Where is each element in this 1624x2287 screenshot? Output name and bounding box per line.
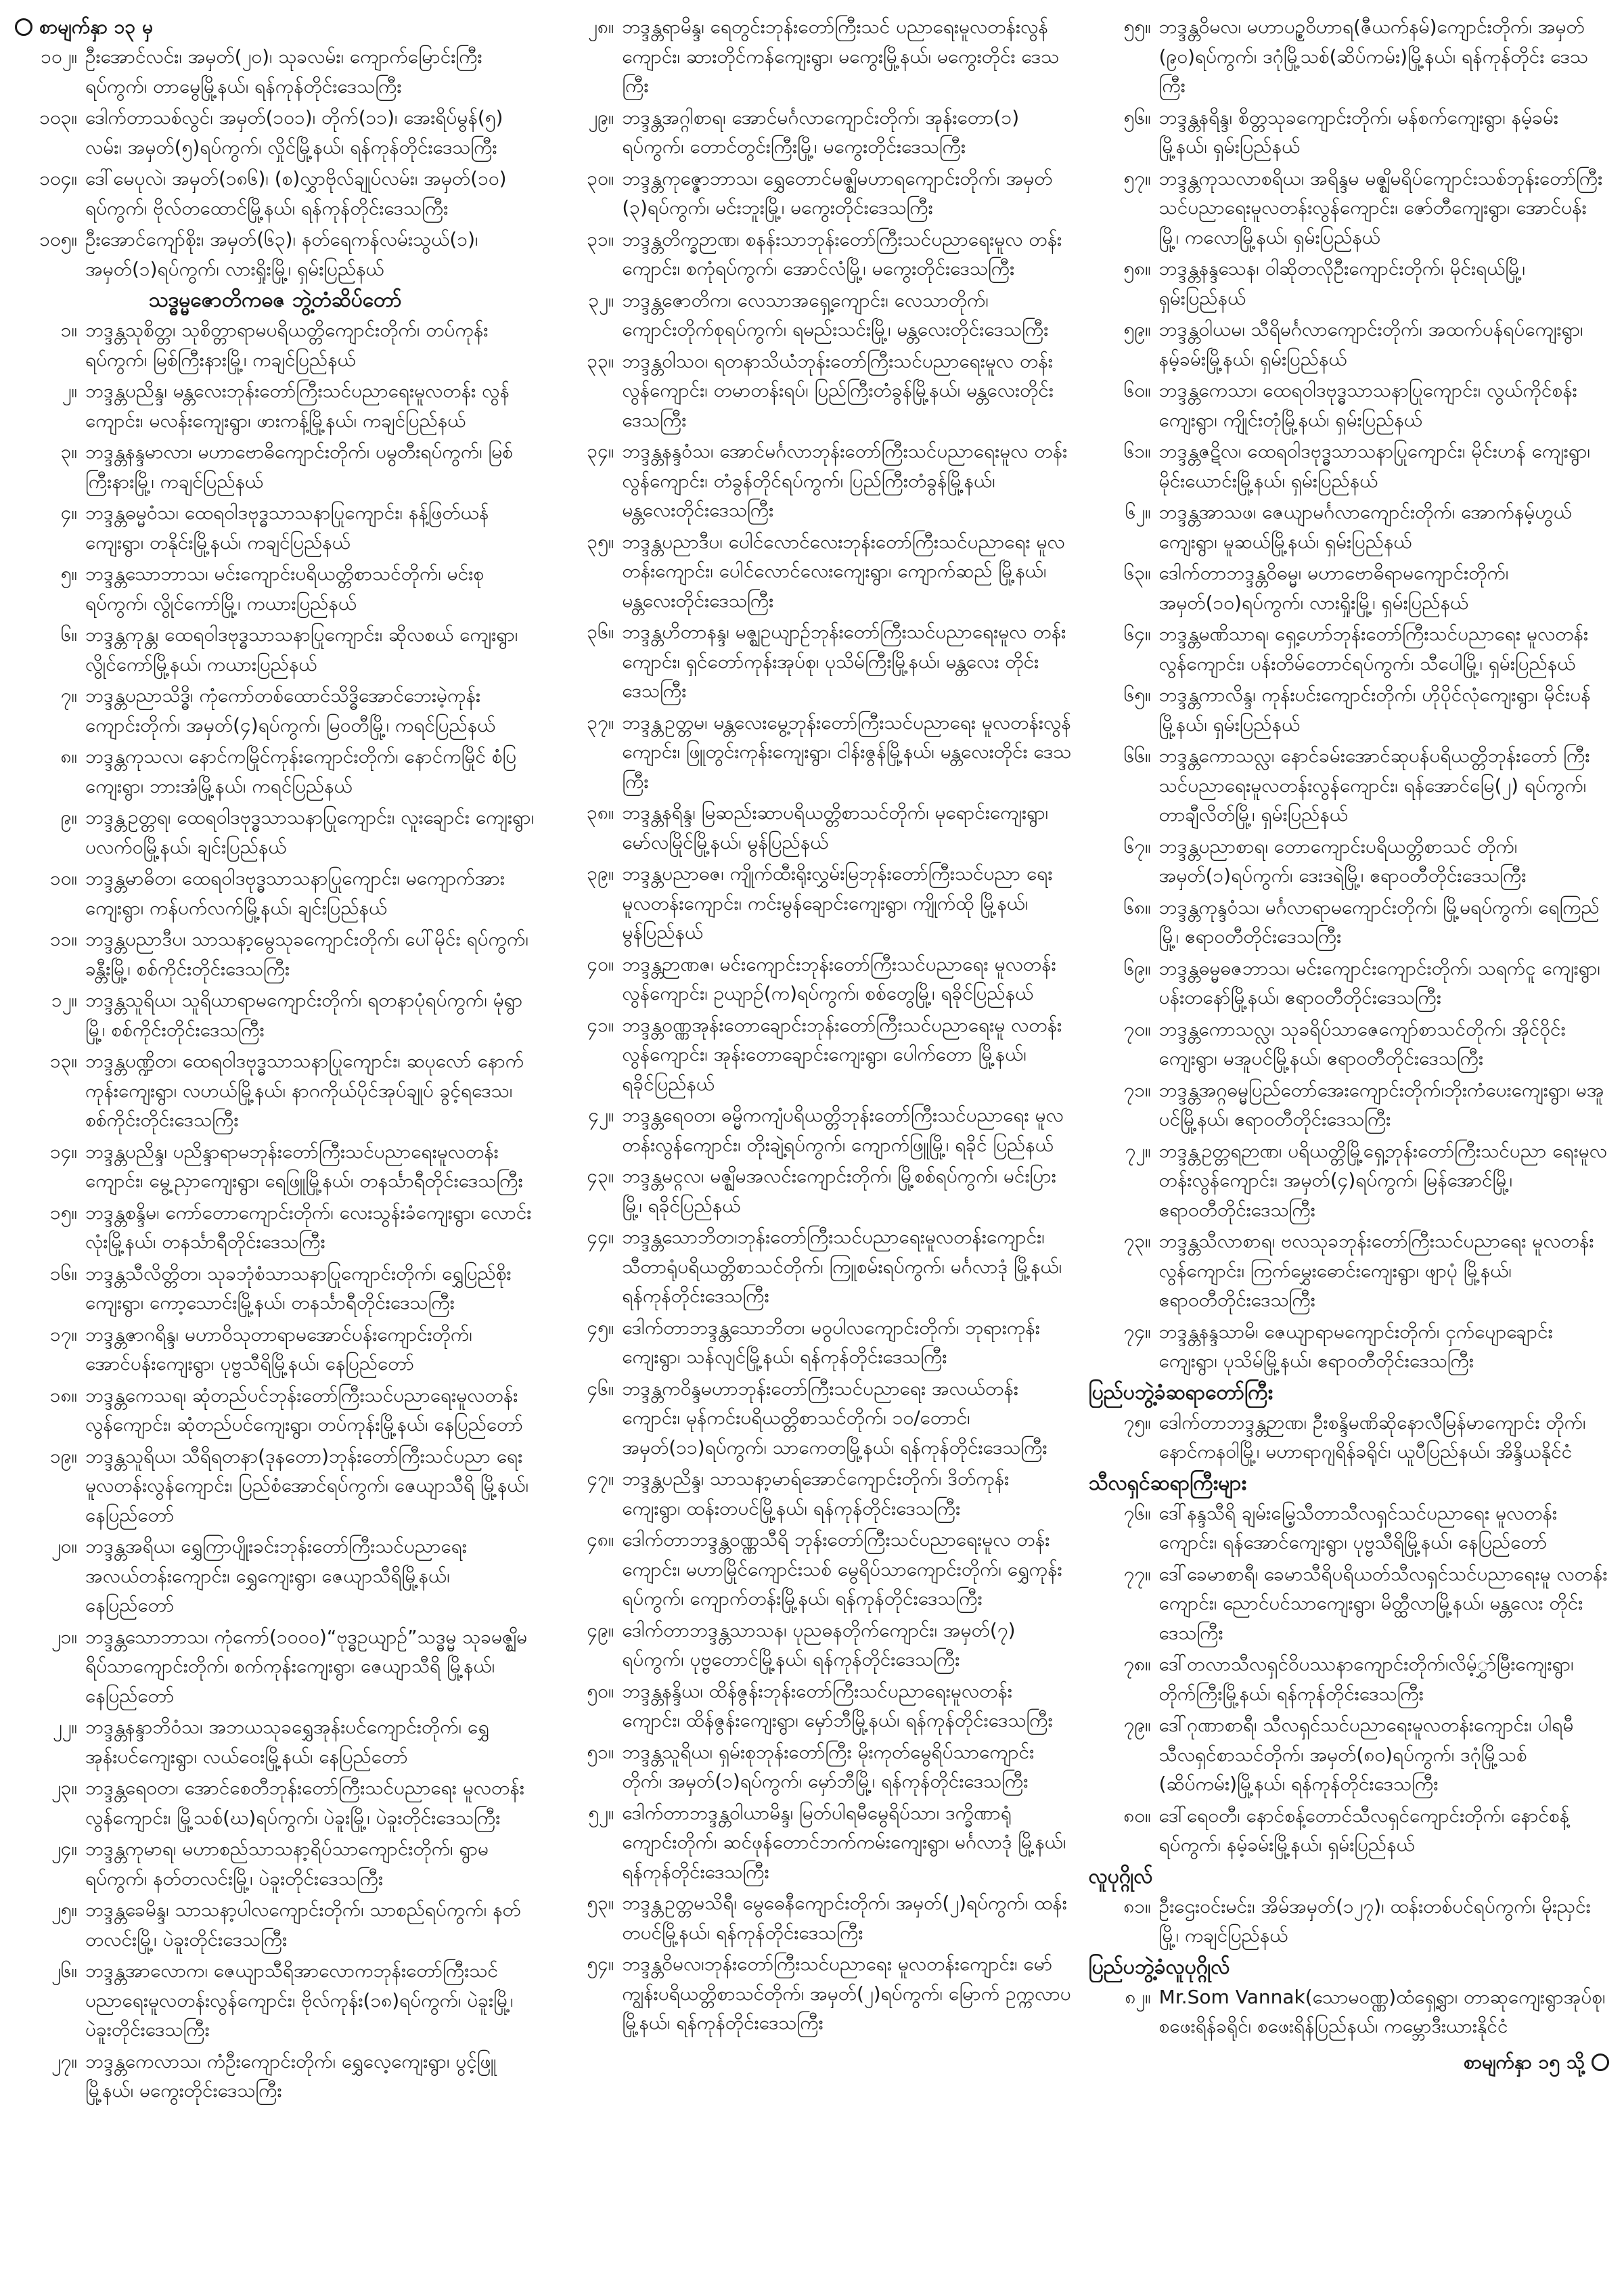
list-item (1089, 1498, 1609, 1559)
entry-text: ဘဒ္ဒန္တပညိန္ဒ၊ သာသနာ့မာရ်အောင်ကျောင်းတိုက်၊ ဒိတ်ကုန်း ကျေးရွာ၊ ထန်းတပင်မြို့နယ်၊ ရန်ကုန်တိုင်းဒေသကြီး (622, 1467, 1010, 1519)
entry-text: ဘဒ္ဒန္တပညာဒီပ၊ သာသနာ့မွေသုခကျောင်းတိုက်၊ ပေါ်မိုင်း ရပ်ကွက်၊ ခန္တီးမြို့၊ စစ်ကိုင်းတိုင်းဒေသကြီး (85, 928, 528, 980)
entry-number: ၆၆။ (1123, 745, 1151, 767)
list-item (1089, 954, 1609, 1015)
entry-text: ဘဒ္ဒန္တကာလိန္ဒ၊ ကုန်းပင်းကျောင်းတိုက်၊ ဟိုပိုင်လုံကျေးရွာ၊ မိုင်းပန်မြို့နယ်၊ ရှမ်းပြည်နယ် (1158, 684, 1591, 736)
list-item (15, 1320, 535, 1381)
entry-number: ၇၈။ (1123, 1653, 1151, 1675)
list-item (1089, 1136, 1609, 1227)
entry-number: ၃၃။ (587, 349, 614, 372)
entry-number: ၆၈။ (1123, 895, 1151, 918)
list-item (15, 437, 535, 498)
entry-text: ဒေါက်တာဘဒ္ဒန္တဝိဓမ္မ၊ မဟာဗောဓိရာမကျောင်းတိုက်၊ အမှတ်(၁၀)ရပ်ကွက်၊ လားရှိုးမြို့၊ ရှမ်းပြည်နယ် (1158, 562, 1509, 614)
list-item (551, 859, 1072, 950)
list-item (15, 376, 535, 437)
entry-text: ဘဒ္ဒန္တနန္ဒာဘိဝံသ၊ အဘယသုခရွှေအုန်းပင်ကျောင်းတိုက်၊ ရွှေအုန်းပင်ကျေးရွာ၊ လယ်ဝေးမြို့နယ်၊ နေပြည်တော် (85, 1716, 489, 1768)
entry-number: ၄၈။ (587, 1528, 614, 1551)
entry-number: ၆၀။ (1123, 379, 1151, 401)
list-item (1089, 558, 1609, 619)
entry-number: ၃၇။ (587, 711, 614, 734)
entry-text: ဘဒ္ဒန္တနရိန္ဒ၊ စိတ္တသုခကျောင်းတိုက်၊ မန်စက်ကျေးရွာ၊ နမ့်ခမ်း မြို့နယ်၊ ရှမ်းပြည်နယ် (1158, 106, 1559, 158)
col2-list (551, 12, 1072, 2040)
list-item (15, 315, 535, 376)
col3-list (1089, 12, 1609, 1378)
list-item (15, 103, 535, 164)
entry-number: ၄၀။ (587, 952, 614, 975)
entry-number: ၁၃။ (50, 1050, 77, 1072)
list-item (15, 681, 535, 742)
entry-number: ၅၉။ (1123, 318, 1151, 340)
entry-text: ဦးဌေးဝင်းမင်း၊ အိမ်အမှတ်(၁၂၇)၊ ထန်းတစ်ပင်ရပ်ကွက်၊ မိုးညှင်း မြို့၊ ကချင်ပြည်နယ် (1158, 1894, 1591, 1947)
entry-number: ၁၀၃။ (39, 106, 77, 129)
entry-text: ဘဒ္ဒန္တသူရိယ၊ သီရိရတနာ(ဒုနတော)ဘုန်းတော်ကြီးသင်ပညာ ရေးမူလတန်းလွန်ကျောင်း၊ ပြည်စံအောင်ရပ်ကွက်၊ ဇေယျာသီရိ မြို့နယ်၊ နေပြည်တော် (85, 1444, 529, 1526)
entry-text: ဘဒ္ဒန္တနန္ဒဝံသ၊ အောင်မင်္ဂလာဘုန်းတော်ကြီးသင်ပညာရေးမူလ တန်းလွန်ကျောင်း၊ တံခွန်တိုင်ရပ်ကွက်၊ ပြည်ကြီးတံခွန်မြို့နယ်၊ မန္တလေးတိုင်းဒေသကြီး (622, 440, 1068, 521)
entry-text: ဘဒ္ဒန္တကောသလ္လ၊ နောင်ခမ်းအောင်ဆုပန်ပရိယတ္တိဘုန်းတော် ကြီးသင်ပညာရေးမူလတန်းလွန်ကျောင်း၊ ရန်အောင်မြေ(၂) ရပ်ကွက်၊ တာချီလိတ်မြို့၊ ရှမ်းပြည်နယ် (1158, 745, 1590, 826)
entry-text: ဘဒ္ဒန္တနန္ဒသေန၊ ဝါဆိုတလိုဦးကျောင်းတိုက်၊ မိုင်းရယ်မြို့၊ ရှမ်းပြည်နယ် (1158, 257, 1525, 309)
entry-number: ၄၄။ (587, 1226, 614, 1248)
list-item (1089, 619, 1609, 680)
entry-number: ၃၁။ (587, 227, 614, 250)
list-item (1089, 254, 1609, 315)
list-item (551, 437, 1072, 527)
entry-text: ဒေါက်တာဘဒ္ဒန္တသာသန၊ ပုညဓနတိုက်ကျောင်း၊ အမှတ်(၇) ရပ်ကွက်၊ ပုဗ္ဗတောင်မြို့နယ်၊ ရန်ကုန်တိုင်းဒေသကြီး (622, 1618, 1016, 1670)
entry-text: ဘဒ္ဒန္တဝါသဝ၊ ရတနာသိယံဘုန်းတော်ကြီးသင်ပညာရေးမူလ တန်းလွန်ကျောင်း၊ တမာတန်းရပ်၊ ပြည်ကြီးတံခွန်မြို့နယ်၊ မန္တလေးတိုင်းဒေသကြီး (622, 349, 1054, 431)
list-item (15, 1046, 535, 1137)
entry-number: ၇၁။ (1123, 1078, 1151, 1101)
entry-number: ၂၇။ (51, 2049, 77, 2072)
entry-text: ဘဒ္ဒန္တခေမိန္ဒ၊ သာသနာ့ပါလကျောင်းတိုက်၊ သာစည်ရပ်ကွက်၊ နတ်တလင်းမြို့၊ ပဲခူးတိုင်းဒေသကြီး (85, 1899, 521, 1951)
entry-number: ၁၂။ (51, 989, 77, 1011)
entry-text: ဘဒ္ဒန္တမဏိသာရ၊ ရှေ့ဟော်ဘုန်းတော်ကြီးသင်ပညာရေး မူလတန်း လွန်ကျောင်း၊ ပန်းတိမ်တောင်ရပ်ကွက်၊ သီပေါမြို့၊ ရှမ်းပြည်နယ် (1158, 623, 1589, 675)
entry-text: ဒေါက်တာသစ်လွင်၊ အမှတ်(၁၀၁)၊ တိုက်(၁၁)၊ အေးရိပ်မွန်(၅) လမ်း၊ အမှတ်(၅)ရပ်ကွက်၊ လှိုင်မြို့နယ်၊ ရန်ကုန်တိုင်းဒေသကြီး (85, 106, 503, 158)
list-item (15, 1259, 535, 1320)
entry-number: ၃၄။ (587, 440, 614, 462)
entry-text: ဘဒ္ဒန္တနန္ဒိယ၊ ထိန်ဇွန်းဘုန်းတော်ကြီးသင်ပညာရေးမူလတန်း ကျောင်း၊ ထိန်ဇွန်းကျေးရွာ၊ မှော်ဘီမြို့နယ်၊ ရန်ကုန်တိုင်းဒေသကြီး (622, 1679, 1053, 1731)
entry-number: ၃၀။ (587, 166, 614, 190)
col3-nuns-list (1089, 1498, 1609, 1862)
entry-text: ဘဒ္ဒန္တသီလိတ္တိတ၊ သုခဘုံစံသာသနာပြုကျောင်းတိုက်၊ ရွှေပြည်စိုး ကျေးရွာ၊ ကော့သောင်းမြို့နယ်၊ တနင်္သာရီတိုင်းဒေသကြီး (85, 1262, 512, 1314)
entry-text: ဘဒ္ဒန္တနရိန္ဒ၊ မြဆည်းဆာပရိယတ္တိစာသင်တိုက်၊ မုရောင်းကျေးရွာ၊ မော်လမြိုင်မြို့နယ်၊ မွန်ပြည်နယ် (622, 801, 1049, 853)
entry-number: ၆၇။ (1123, 835, 1151, 858)
entry-number: ၇။ (60, 684, 77, 707)
list-item (1089, 1801, 1609, 1862)
entry-number: ၄၃။ (587, 1165, 614, 1187)
entry-text: ဒေါ်ရေဝတီ၊ နောင်စန့်တောင်သီလရှင်ကျောင်းတိုက်၊ နောင်စန့် ရပ်ကွက်၊ နမ့်ခမ်းမြို့နယ်၊ ရှမ်းပြည်နယ် (1158, 1804, 1570, 1856)
list-item (15, 803, 535, 864)
list-item (551, 286, 1072, 347)
list-item (551, 1949, 1072, 2040)
entry-text: ဘဒ္ဒန္တမာဓိတ၊ ထေရဝါဒဗုဒ္ဓသာသနာပြုကျောင်း၊ မကျောက်အား ကျေးရွာ၊ ကန်ပက်လက်မြို့နယ်၊ ချင်းပြည်နယ် (85, 867, 505, 919)
entry-number: ၇၀။ (1123, 1017, 1151, 1040)
gazette-page (15, 12, 1609, 2273)
list-item (551, 950, 1072, 1011)
continued-from-label (15, 12, 535, 42)
column-1 (15, 12, 535, 2273)
entry-number: ၃၈။ (587, 801, 614, 824)
list-item (551, 1798, 1072, 1889)
list-item (551, 12, 1072, 103)
entry-number: ၆။ (60, 623, 77, 646)
list-item (15, 864, 535, 925)
list-item (15, 225, 535, 286)
entry-text: ဘဒ္ဒန္တဥတ္တမ၊ မန္တလေးမွေ့ဘုန်းတော်ကြီးသင်ပညာရေး မူလတန်းလွန် ကျောင်း၊ ဖြူတွင်းကုန်းကျေးရွာ၊ ငါန်းဇွန်မြို့နယ်၊ မန္တလေးတိုင်း ဒေသကြီး (622, 711, 1072, 793)
entry-text: ဘဒ္ဒန္တဝါယမ၊ သီရိမင်္ဂလာကျောင်းတိုက်၊ အထက်ပန်ရပ်ကျေးရွာ၊ နမ့်ခမ်းမြို့နယ်၊ ရှမ်းပြည်နယ် (1158, 318, 1583, 370)
entry-number: ၂၉။ (588, 106, 614, 129)
circle-icon (1592, 2053, 1609, 2071)
entry-number: ၆၁။ (1123, 440, 1151, 462)
entry-number: ၂၀။ (51, 1535, 77, 1557)
list-item (551, 1161, 1072, 1222)
entry-number: ၂၁။ (51, 1625, 77, 1648)
list-item (551, 1888, 1072, 1949)
entry-text: ဘဒ္ဒန္တဇာဂရိန္ဒ၊ မဟာဝိသုတာရာမအောင်ပန်းကျောင်းတိုက်၊ အောင်ပန်းကျေးရွာ၊ ပုဗ္ဗသီရိမြို့နယ်၊ နေပြည်တော် (85, 1323, 472, 1375)
list-item (1089, 1015, 1609, 1075)
entry-text: ဘဒ္ဒန္တကုမာရ၊ မဟာစည်သာသနာ့ရိပ်သာကျောင်းတိုက်၊ ရွာမ ရပ်ကွက်၊ နတ်တလင်းမြို့၊ ပဲခူးတိုင်းဒေသကြီး (85, 1838, 489, 1890)
entry-text: ဘဒ္ဒန္တဟိတာနန္ဒ၊ မဇ္ဈဥယျာဉ်ဘုန်းတော်ကြီးသင်ပညာရေးမူလ တန်းကျောင်း၊ ရှင်တော်ကုန်းအုပ်စု၊ ပုသိမ်ကြီးမြို့နယ်၊ မန္တလေး တိုင်းဒေသကြီး (622, 621, 1066, 702)
entry-number: ၁။ (60, 319, 77, 341)
continued-from-text: စာမျက်နှာ ၁၃ မှ (39, 16, 154, 38)
list-item (15, 1956, 535, 2047)
entry-text: ဘဒ္ဒန္တဇဋိလ၊ ထေရဝါဒဗုဒ္ဓသာသနာပြုကျောင်း၊ မိုင်းဟန် ကျေးရွာ၊ မိုင်းယောင်းမြို့နယ်၊ ရှမ်းပြည်နယ် (1158, 440, 1590, 492)
circle-icon (15, 18, 32, 36)
entry-number: ၇၇။ (1123, 1562, 1151, 1585)
entry-text: ဘဒ္ဒန္တကုန္တ၊ ထေရဝါဒဗုဒ္ဓသာသနာပြုကျောင်း၊ ဆိုလစယ် ကျေးရွာ၊ လွိုင်ကော်မြို့နယ်၊ ကယားပြည်နယ် (85, 623, 518, 675)
entry-number: ၃၆။ (587, 621, 614, 643)
entry-number: ၄၂။ (588, 1104, 614, 1126)
list-item (1089, 437, 1609, 497)
entry-number: ၄၁။ (587, 1013, 614, 1036)
entry-text: ဘဒ္ဒန္တဥတ္တရ၊ ထေရဝါဒဗုဒ္ဓသာသနာပြုကျောင်း၊ လူးချောင်း ကျေးရွာ၊ ပလက်ဝမြို့နယ်၊ ချင်းပြည်နယ် (85, 806, 535, 858)
list-item (15, 1137, 535, 1198)
entry-number: ၇၂။ (1125, 1139, 1151, 1162)
list-item (15, 1442, 535, 1532)
entry-number: ၃၅။ (587, 530, 614, 553)
entry-number: ၇၄။ (1123, 1320, 1151, 1343)
entry-number: ၃၉။ (587, 862, 614, 885)
entry-number: ၂၃။ (51, 1777, 77, 1799)
entry-number: ၄၅။ (587, 1316, 614, 1339)
list-item (551, 708, 1072, 799)
list-item (15, 1773, 535, 1834)
entry-text: ဘဒ္ဒန္တပညာသိဒ္ဓိ၊ ကုံကော်တစ်ထောင်သိဒ္ဓိအောင်ဘေးမဲ့ကုန်း ကျောင်းတိုက်၊ အမှတ်(၄)ရပ်ကွက်၊ မြဝတီမြို့၊ ကရင်ပြည်နယ် (85, 684, 496, 736)
section-heading-zawtika: သဒ္ဓမ္မဇောတိကဓဇ ဘွဲ့တံဆိပ်တော် (148, 288, 402, 312)
entry-text: ဘဒ္ဒန္တပဏ္ဍိတ၊ ထေရဝါဒဗုဒ္ဓသာသနာပြုကျောင်း၊ ဆပုလော် နောက်ကုန်းကျေးရွာ၊ လဟယ်မြို့နယ်၊ နာဂကိုယ်ပိုင်အုပ်ချုပ် ခွင့်ရဒေသ၊ စစ်ကိုင်းတိုင်းဒေသကြီး (85, 1050, 524, 1131)
entry-number: ၂၄။ (51, 1838, 77, 1860)
entry-number: ၉။ (60, 806, 77, 828)
entry-text: ဘဒ္ဒန္တပညာစာရ၊ တောကျောင်းပရိယတ္တိစာသင် တိုက်၊ အမှတ်(၁)ရပ်ကွက်၊ ဒေးဒရဲမြို့၊ ဧရာဝတီတိုင်းဒေသကြီး (1158, 835, 1527, 887)
entry-number: ၅၀။ (587, 1679, 614, 1702)
entry-text: ဘဒ္ဒန္တရေဝတ၊ အောင်စေတီဘုန်းတော်ကြီးသင်ပညာရေး မူလတန်း လွန်ကျောင်း၊ မြို့သစ်(ဃ)ရပ်ကွက်၊ ပဲခူးမြို့၊ ပဲခူးတိုင်းဒေသကြီး (85, 1777, 524, 1829)
entry-number: ၇၉။ (1123, 1714, 1151, 1736)
entry-number: ၅။ (60, 562, 77, 585)
list-item (551, 225, 1072, 286)
entry-text: ဘဒ္ဒန္တဉာဏဇ၊ မင်းကျောင်းဘုန်းတော်ကြီးသင်ပညာရေး မူလတန်းလွန်ကျောင်း၊ ဥယျာဉ်(က)ရပ်ကွက်၊ စစ်တွေမြို့၊ ရခိုင်ပြည်နယ် (622, 952, 1056, 1004)
entry-text: ဘဒ္ဒန္တကုဇ္ဇောဘာသ၊ ရွှေတောင်မဇ္ဈိမဟာရကျောင်းတိုက်၊ အမှတ် (၃)ရပ်ကွက်၊ မင်းဘူးမြို့၊ မကွေးတိုင်းဒေသကြီး (622, 166, 1053, 219)
entry-number: ၃။ (60, 441, 77, 463)
column-3 (1089, 12, 1609, 2273)
list-item (1089, 1408, 1609, 1469)
entry-text: ဘဒ္ဒန္တမင္ဂလ၊ မဇ္ဈိမအလင်းကျောင်းတိုက်၊ မြို့စစ်ရပ်ကွက်၊ မင်းပြားမြို့၊ ရခိုင်ပြည်နယ် (622, 1165, 1056, 1217)
list-item (551, 103, 1072, 164)
entry-number: ၄၆။ (587, 1377, 614, 1400)
entry-text: ဘဒ္ဒန္တဥတ္တရဉာဏ၊ ပရိယတ္တိမြို့ရှေ့ဘုန်းတော်ကြီးသင်ပညာ ရေးမူလတန်းလွန်ကျောင်း၊ အမှတ်(၄)ရပ်ကွက်၊ မြန်အောင်မြို့၊ ဧရာဝတီတိုင်းဒေသကြီး (1158, 1139, 1607, 1221)
section-heading-foreign-sayadaw: ပြည်ပဘွဲ့ခံဆရာတော်ကြီး (1088, 1380, 1273, 1404)
entry-number: ၆၉။ (1123, 956, 1151, 979)
list-item (15, 2047, 535, 2108)
entry-text: ဘဒ္ဒန္တသုစိတ္တ၊ သုစိတ္တာရာမပရိယတ္တိကျောင်းတိုက်၊ တပ်ကုန်း ရပ်ကွက်၊ မြစ်ကြီးနားမြို့၊ ကချင်ပြည်နယ် (85, 319, 489, 371)
entry-text: ဘဒ္ဒန္တပညာဒီပ၊ ပေါင်လောင်လေးဘုန်းတော်ကြီးသင်ပညာရေး မူလတန်းကျောင်း၊ ပေါင်လောင်လေးကျေးရွာ၊ ကျောက်ဆည် မြို့နယ်၊ မန္တလေးတိုင်းဒေသကြီး (622, 530, 1065, 612)
list-item (1089, 1317, 1609, 1378)
entry-number: ၂၂။ (53, 1716, 77, 1738)
entry-number: ၅၄။ (587, 1953, 614, 1975)
entry-number: ၈၀။ (1123, 1804, 1151, 1827)
list-item (551, 1101, 1072, 1161)
entry-text: ဒေါ်ဂုဏာစာရီ၊ သီလရှင်သင်ပညာရေးမူလတန်းကျောင်း၊ ပါရမီ သီလရှင်စာသင်တိုက်၊ အမှတ်(၈၀)ရပ်ကွက်၊ ဒဂုံမြို့သစ် (ဆိပ်ကမ်း)မြို့နယ်၊ ရန်ကုန်တိုင်းဒေသကြီး (1158, 1714, 1574, 1795)
list-item (15, 1895, 535, 1956)
list-item (1089, 1982, 1609, 2043)
section-heading-nuns: သီလရှင်ဆရာကြီးများ (1088, 1471, 1247, 1495)
entry-number: ၁၄။ (50, 1140, 77, 1163)
entry-text: ဘဒ္ဒန္တကေသာ၊ ထေရဝါဒဗုဒ္ဓသာသနာပြုကျောင်း၊ လွယ်ကိုင်စန်း ကျေးရွာ၊ ကျိုင်းတုံမြို့နယ်၊ ရှမ်းပြည်နယ် (1158, 379, 1577, 431)
entry-number: ၁၀။ (50, 867, 77, 889)
list-item (551, 1616, 1072, 1677)
entry-text: ဒေါ်ခေမာစာရီ၊ ခေမာသီရိပရိယတ်သီလရှင်သင်ပညာရေးမူ လတန်းကျောင်း၊ ညောင်ပင်သာကျေးရွာ၊ မိတ္ထီလာမြို့နယ်၊ မန္တလေး တိုင်းဒေသကြီး (1158, 1562, 1608, 1644)
entry-text: ဒေါ်နန္ဒသီရိ ချမ်းမြေ့သီတာသီလရှင်သင်ပညာရေး မူလတန်းကျောင်း၊ ရန်အောင်ကျေးရွာ၊ ပုဗ္ဗသီရိမြို့နယ်၊ နေပြည်တော် (1158, 1501, 1558, 1553)
entry-text: ဘဒ္ဒန္တသောဘာသ၊ ကုံကော်(၁၀၀၀)“ဗုဒ္ဓဥယျာဉ်”သဒ္ဓမ္မ သုခမဇ္ဈိမရိပ်သာကျောင်းတိုက်၊ စက်ကုန်းကျေးရွာ၊ ဇေယျာသီရိ မြို့နယ်၊ နေပြည်တော် (85, 1625, 528, 1707)
list-item (15, 1198, 535, 1259)
list-item (1089, 315, 1609, 376)
list-item (1089, 893, 1609, 954)
entry-number: ၂။ (62, 380, 77, 402)
entry-text: ဘဒ္ဒန္တစန္ဒိမ၊ ကော်တောကျောင်းတိုက်၊ လေးသွန်းခံကျေးရွာ၊ လောင်းလုံးမြို့နယ်၊ တနင်္သာရီတိုင်းဒေသကြီး (85, 1201, 532, 1253)
list-item (1089, 1710, 1609, 1801)
entry-number: ၅၅။ (1123, 16, 1151, 38)
list-item (1089, 1892, 1609, 1953)
entry-number: ၄၉။ (587, 1618, 614, 1641)
entry-number: ၅၈။ (1123, 257, 1151, 280)
entry-text: ဘဒ္ဒန္တရေဝတ၊ ဓမ္မိကကျံပရိယတ္တိဘုန်းတော်ကြီးသင်ပညာရေး မူလတန်းလွန်ကျောင်း၊ တိုးချဲ့ရပ်ကွက်၊ ကျောက်ဖြူမြို့၊ ရခိုင် ပြည်နယ် (622, 1104, 1064, 1156)
entry-number: ၂၈။ (588, 16, 614, 38)
list-item (1089, 497, 1609, 558)
list-item (551, 1525, 1072, 1616)
entry-number: ၁၀၂။ (41, 45, 77, 68)
list-item (1089, 164, 1609, 254)
entry-text: Mr.Som Vannak(သောမဝဏ္ဏ)ထံရှေ့ရွာ၊ တာဆုကျေးရွာအုပ်စု၊ စဖေးရိန်ခရိုင်၊ စဖေးရိန်ပြည်နယ်၊ ကမ္ဘောဒီးယားနိုင်ငံ (1158, 1985, 1606, 2037)
entry-number: ၆၃။ (1123, 562, 1151, 584)
entry-text: ဒေါက်တာဘဒ္ဒန္တဝါယာမိန္ဒ၊ မြတ်ပါရမီမွေရိပ်သာ၊ ဒက္ခိဏာရုံ ကျောင်းတိုက်၊ ဆင်ဖုန်တောင်ဘက်ကမ်းကျေးရွာ၊ မင်္ဂလာဒုံ မြို့နယ်၊ ရန်ကုန်တိုင်းဒေသကြီး (622, 1801, 1066, 1883)
entry-text: ဘဒ္ဒန္တကေလာသ၊ ကံဦးကျောင်းတိုက်၊ ရွှေလေ့ကျေးရွာ၊ ပွင့်ဖြူ မြို့နယ်၊ မကွေးတိုင်းဒေသကြီး (85, 2049, 497, 2102)
entry-text: ဘဒ္ဒန္တကုသလ၊ နောင်ကမြိုင်ကုန်းကျောင်းတိုက်၊ နောင်ကမြိုင် စံပြကျေးရွာ၊ ဘားအံမြို့နယ်၊ ကရင်ပြည်နယ် (85, 745, 517, 797)
col1-top-list (15, 42, 535, 286)
entry-number: ၁၇။ (50, 1323, 77, 1346)
entry-text: ဘဒ္ဒန္တအဂ္ဂဓမ္မပြည်တော်အေးကျောင်းတိုက်၊ဘိုးကံပေးကျေးရွာ၊ မအူပင်မြို့နယ်၊ ဧရာဝတီတိုင်းဒေသကြီး (1158, 1078, 1604, 1130)
entry-text: ဘဒ္ဒန္တသူရိယ၊ သူရိယာရာမကျောင်းတိုက်၊ ရတနာပုံရပ်ကွက်၊ မုံရွာမြို့၊ စစ်ကိုင်းတိုင်းဒေသကြီး (85, 989, 523, 1041)
entry-text: ဘဒ္ဒန္တပညိန္ဒ၊ မန္တလေးဘုန်းတော်ကြီးသင်ပညာရေးမူလတန်း လွန်ကျောင်း၊ မလန်းကျေးရွာ၊ ဖားကန့်မြို့နယ်၊ ကချင်ပြည်နယ် (85, 380, 510, 432)
entry-number: ၇၃။ (1123, 1230, 1151, 1252)
list-item (1089, 103, 1609, 164)
entry-number: ၄၇။ (587, 1467, 614, 1490)
entry-number: ၃၂။ (588, 288, 614, 311)
list-item (1089, 1226, 1609, 1317)
list-item (15, 1834, 535, 1895)
list-item (551, 1464, 1072, 1525)
list-item (1089, 1075, 1609, 1136)
list-item (15, 620, 535, 681)
entry-number: ၁၀၄။ (39, 167, 77, 190)
entry-text: ဘဒ္ဒန္တသောဘိတ၊ဘုန်းတော်ကြီးသင်ပညာရေးမူလတန်းကျောင်း၊ သီတာရုံပရိယတ္တိစာသင်တိုက်၊ ကြူစမ်းရပ်ကွက်၊ မင်္ဂလာဒုံ မြို့နယ်၊ ရန်ကုန်တိုင်းဒေသကြီး (622, 1226, 1062, 1307)
entry-text: ဘဒ္ဒန္တကုန္ဒဝံသ၊ မင်္ဂလာရာမကျောင်းတိုက်၊ မြို့မရပ်ကွက်၊ ရေကြည် မြို့၊ ဧရာဝတီတိုင်းဒေသကြီး (1158, 895, 1600, 948)
entry-text: ဒေါ်ဝာလာသီလရှင်ဝိပဿနာကျောင်းတိုက်၊လိမ့်ွှာ်မြီးကျေးရွာ၊ တိုက်ကြီးမြို့နယ်၊ ရန်ကုန်တိုင်းဒေသကြီး (1158, 1653, 1574, 1705)
entry-number: ၅၃။ (587, 1892, 614, 1914)
list-item (15, 1712, 535, 1773)
entry-number: ၁၈။ (49, 1383, 77, 1406)
list-item (15, 1622, 535, 1713)
continued-to-label (1089, 2047, 1609, 2077)
entry-number: ၆၅။ (1123, 684, 1151, 706)
list-item (15, 1381, 535, 1442)
entry-number: ၅၂။ (588, 1801, 614, 1824)
list-item (1089, 832, 1609, 893)
entry-text: ဘဒ္ဒန္တဓမ္မဓဇဘာသ၊ မင်းကျောင်းကျောင်းတိုက်၊ သရက်ငူ ကျေးရွာ၊ ပန်းတနော်မြို့နယ်၊ ဧရာဝတီတိုင်းဒေသကြီး (1158, 956, 1600, 1008)
entry-number: ၁၁။ (50, 928, 77, 950)
list-item (1089, 1649, 1609, 1710)
entry-text: ဘဒ္ဒန္တဇောတိက၊ လေသာအရှေ့ကျောင်း၊ လေသာတိုက်၊ ကျောင်းတိုက်စုရပ်ကွက်၊ ရမည်းသင်းမြို့၊ မန္တလေးတိုင်းဒေသကြီး (622, 288, 1049, 340)
list-item (15, 1532, 535, 1622)
continued-to-text: စာမျက်နှာ ၁၅ သို့ (1463, 2050, 1585, 2073)
section-heading-laity: လူပုဂ္ဂိုလ် (1088, 1864, 1153, 1888)
entry-number: ၂၆။ (51, 1959, 77, 1982)
entry-text: ဘဒ္ဒန္တပညာဓဇ၊ ကျိုက်ထီးရိုးလွှမ်းမြဘုန်းတော်ကြီးသင်ပညာ ရေးမူလတန်းကျောင်း၊ ကင်းမွန်ချောင်းကျေးရွာ၊ ကျိုက်ထို မြို့နယ်၊ မွန်ပြည်နယ် (622, 862, 1053, 943)
entry-number: ၁၀၅။ (39, 228, 77, 250)
list-item (15, 925, 535, 985)
entry-text: ဦးအောင်ကျော်စိုး၊ အမှတ်(၆၃)၊ နတ်ရေကန်လမ်းသွယ်(၁)၊ အမှတ်(၁)ရပ်ကွက်၊ လားရှိုးမြို့၊ ရှမ်းပြည်နယ် (85, 228, 478, 280)
list-item (15, 42, 535, 103)
entry-text: ဘဒ္ဒန္တဝိမလ၊ဘုန်းတော်ကြီးသင်ပညာရေး မူလတန်းကျောင်း၊ မော်ကျွန်းပရိယတ္တိစာသင်တိုက်၊ အမှတ်(၂)ရပ်ကွက်၊ မြောက် ဥက္ကလာပမြို့နယ်၊ ရန်ကုန်တိုင်းဒေသကြီး (622, 1953, 1071, 2034)
list-item (1089, 680, 1609, 741)
entry-number: ၅၆။ (1123, 106, 1151, 129)
entry-text: ဘဒ္ဒန္တအာသဖ၊ ဇေယျာမင်္ဂလာကျောင်းတိုက်၊ အောက်နမ့်ဟွယ် ကျေးရွာ၊ မူဆယ်မြို့နယ်၊ ရှမ်းပြည်နယ် (1158, 501, 1572, 553)
entry-text: ဒေါ်မေပုလဲ၊ အမှတ်(၁၈၆)၊ (စ)လွှာဗိုလ်ချုပ်လမ်း၊ အမှတ်(၁၀) ရပ်ကွက်၊ ဗိုလ်တထောင်မြို့နယ်၊ ရန်ကုန်တိုင်းဒေသကြီး (85, 167, 507, 219)
entry-text: ဘဒ္ဒန္တအဂ္ဂါစာရ၊ အောင်မင်္ဂလာကျောင်းတိုက်၊ အုန်းတော(၁) ရပ်ကွက်၊ တောင်တွင်းကြီးမြို့၊ မကွေးတိုင်းဒေသကြီး (622, 106, 1020, 158)
col3-foreign-laity-list (1089, 1982, 1609, 2043)
entry-text: ဘဒ္ဒန္တပညိန္ဒ၊ ပညိန္ဒာရာမဘုန်းတော်ကြီးသင်ပညာရေးမူလတန်း ကျောင်း၊ မွေ့ညှာကျေးရွာ၊ ရေဖြူမြို့နယ်၊ တနင်္သာရီတိုင်းဒေသကြီး (85, 1140, 523, 1192)
entry-text: ဘဒ္ဒန္တကဝိန္ဒမဟာဘုန်းတော်ကြီးသင်ပညာရေး အလယ်တန်းကျောင်း၊ မုန်ကင်းပရိယတ္တိစာသင်တိုက်၊ ၁၀/တောင်၊ အမှတ်(၁၁)ရပ်ကွက်၊ သာကေတမြို့နယ်၊ ရန်ကုန်တိုင်းဒေသကြီး (622, 1377, 1047, 1459)
list-item (1089, 741, 1609, 832)
list-item (15, 164, 535, 225)
entry-number: ၈၁။ (1123, 1894, 1151, 1917)
column-2 (551, 12, 1072, 2273)
list-item (551, 347, 1072, 437)
list-item (551, 798, 1072, 859)
col1-list (15, 315, 535, 2108)
list-item (1089, 12, 1609, 103)
entry-number: ၅၇။ (1123, 166, 1151, 190)
entry-text: ဘဒ္ဒန္တသူရိယ၊ ရှမ်းစုဘုန်းတော်ကြီး မိုးကုတ်မွေရိပ်သာကျောင်း တိုက်၊ အမှတ်(၁)ရပ်ကွက်၊ မှော်ဘီမြို့၊ ရန်ကုန်တိုင်းဒေသကြီး (622, 1740, 1035, 1792)
entry-text: ဒေါက်တာဘဒ္ဒန္တဝဏ္ဏသီရိ ဘုန်းတော်ကြီးသင်ပညာရေးမူလ တန်းကျောင်း၊ မဟာမြိုင်ကျောင်းသစ် မွေရိပ်သာကျောင်းတိုက်၊ ရွှေကုန်းရပ်ကွက်၊ ကျောက်တန်းမြို့နယ်၊ ရန်ကုန်တိုင်းဒေသကြီး (622, 1528, 1062, 1609)
entry-text: ဘဒ္ဒန္တနန္ဒသာမိ၊ ဇေယျာရာမကျောင်းတိုက်၊ ငှက်ပျောချောင်း ကျေးရွာ၊ ပုသိမ်မြို့နယ်၊ ဧရာဝတီတိုင်းဒေသကြီး (1158, 1320, 1553, 1372)
entry-number: ၁၅။ (50, 1201, 77, 1224)
entry-number: ၅၁။ (587, 1740, 614, 1763)
entry-number: ၈၂။ (1125, 1985, 1151, 2008)
entry-text: ဘဒ္ဒန္တအာလောက၊ ဇေယျာသီရိအာလောကဘုန်းတော်ကြီးသင် ပညာရေးမူလတန်းလွန်ကျောင်း၊ ဗိုလ်ကုန်း(၁၈)ရပ်ကွက်၊ ပဲခူးမြို့၊ ပဲခူးတိုင်းဒေသကြီး (85, 1959, 514, 2041)
entry-text: ဘဒ္ဒန္တရာမိန္ဒ၊ ရေတွင်းဘုန်းတော်ကြီးသင် ပညာရေးမူလတန်းလွန် ကျောင်း၊ ဆားတိုင်ကန်ကျေးရွာ၊ မကွေးမြို့နယ်၊ မကွေးတိုင်း ဒေသကြီး (622, 16, 1060, 97)
entry-number: ၈။ (60, 745, 77, 768)
entry-text: ဘဒ္ဒန္တကောသလ္လ၊ သုခရိပ်သာဇေကျော်စာသင်တိုက်၊ အိုင်ဝိုင်း ကျေးရွာ၊ မအူပင်မြို့နယ်၊ ဧရာဝတီတိုင်းဒေသကြီး (1158, 1017, 1566, 1069)
entry-text: ဒေါက်တာဘဒ္ဒန္တသောဘိတ၊ မဝွပါလကျောင်းတိုက်၊ ဘုရားကုန်း ကျေးရွာ၊ သန်လျင်မြို့နယ်၊ ရန်ကုန်တိုင်းဒေသကြီး (622, 1316, 1040, 1368)
section-heading-foreign-laity: ပြည်ပဘွဲ့ခံလူပုဂ္ဂိုလ် (1088, 1955, 1230, 1979)
list-item (551, 1313, 1072, 1374)
entry-number: ၆၄။ (1123, 623, 1151, 645)
entry-text: ဘဒ္ဒန္တဝဏ္ဏအုန်းတောချောင်းဘုန်းတော်ကြီးသင်ပညာရေးမူ လတန်းလွန်ကျောင်း၊ အုန်းတောချောင်းကျေးရွာ၊ ပေါက်တော မြို့နယ်၊ ရခိုင်ပြည်နယ် (622, 1013, 1062, 1095)
entry-text: ဘဒ္ဒန္တဝိမလ၊ မဟာပဉ္စဝိဟာရ(ဇီယက်နမ်)ကျောင်းတိုက်၊ အမှတ် (၉၀)ရပ်ကွက်၊ ဒဂုံမြို့သစ်(ဆိပ်ကမ်း)မြို့နယ်၊ ရန်ကုန်တိုင်း ဒေသကြီး (1158, 16, 1589, 97)
entry-text: ဘဒ္ဒန္တတိက္ခဉာဏ၊ စနန်းသာဘုန်းတော်ကြီးသင်ပညာရေးမူလ တန်းကျောင်း၊ စကုံရပ်ကွက်၊ အောင်လံမြို့၊ မကွေးတိုင်းဒေသကြီး (622, 227, 1062, 280)
entry-text: ဒေါက်တာဘဒ္ဒန္တဉာဏ၊ ဦးစန္ဒိမဏိဆိုနောလီမြန်မာကျောင်း တိုက်၊ နောင်ကနဝါမြို့၊ မဟာရာဂျရိန်ခရိုင်၊ ယူပီပြည်နယ်၊ အိန္ဒိယနိုင်ငံ (1158, 1411, 1586, 1463)
entry-number: ၁၉။ (50, 1444, 77, 1467)
list-item (1089, 376, 1609, 437)
entry-number: ၂၅။ (51, 1899, 77, 1921)
list-item (551, 1677, 1072, 1737)
entry-text: ဘဒ္ဒန္တအရိယ၊ ရွှေကြာပျိုးခင်းဘုန်းတော်ကြီးသင်ပညာရေး အလယ်တန်းကျောင်း၊ ရွှေကျေးရွာ၊ ဇေယျာသီရိမြို့နယ်၊ နေပြည်တော် (85, 1535, 467, 1616)
entry-text: ဘဒ္ဒန္တကုသလာစရိယ၊ အရိန္ဒမ မဇ္ဈိမရိပ်ကျောင်းသစ်ဘုန်းတော်ကြီး သင်ပညာရေးမူလတန်းလွန်ကျောင်း၊ ဇော်တီကျေးရွာ၊ အောင်ပန်း မြို့၊ ကလောမြို့နယ်၊ ရှမ်းပြည်နယ် (1158, 166, 1603, 248)
list-item (1089, 1559, 1609, 1650)
entry-text: ဘဒ္ဒန္တဓမ္မဝံသ၊ ထေရဝါဒဗုဒ္ဓသာသနာပြုကျောင်း၊ နန့်ဖြတ်ယန် ကျေးရွာ၊ တနိုင်းမြို့နယ်၊ ကချင်ပြည်နယ် (85, 502, 489, 554)
list-item (551, 1374, 1072, 1465)
entry-text: ဘဒ္ဒန္တကေသရ၊ ဆုံတည်ပင်ဘုန်းတော်ကြီးသင်ပညာရေးမူလတန်း လွန်ကျောင်း၊ ဆုံတည်ပင်ကျေးရွာ၊ တပ်ကုန်းမြို့နယ်၊ နေပြည်တော် (85, 1383, 523, 1436)
entry-text: ဦးအောင်လင်း၊ အမှတ်(၂၀)၊ သုခလမ်း၊ ကျောက်မြောင်းကြီး ရပ်ကွက်၊ တာမွေမြို့နယ်၊ ရန်ကုန်တိုင်းဒေသကြီး (85, 45, 482, 97)
entry-number: ၇၅။ (1123, 1411, 1151, 1434)
entry-text: ဘဒ္ဒန္တဥတ္တမသိရီ၊ မွေဓေနီကျောင်းတိုက်၊ အမှတ်(၂)ရပ်ကွက်၊ ထန်းတပင်မြို့နယ်၊ ရန်ကုန်တိုင်းဒေသကြီး (622, 1892, 1067, 1944)
list-item (15, 985, 535, 1046)
list-item (551, 617, 1072, 708)
col3-foreign-list (1089, 1408, 1609, 1469)
col3-laity-list (1089, 1892, 1609, 1953)
entry-number: ၆၂။ (1125, 501, 1151, 523)
list-item (551, 164, 1072, 225)
list-item (551, 1011, 1072, 1101)
list-item (551, 1222, 1072, 1313)
list-item (551, 527, 1072, 618)
list-item (15, 498, 535, 559)
entry-number: ၁၆။ (50, 1262, 77, 1285)
entry-number: ၄။ (60, 502, 77, 524)
entry-text: ဘဒ္ဒန္တသီလာစာရ၊ ဗလသုခဘုန်းတော်ကြီးသင်ပညာရေး မူလတန်းလွန်ကျောင်း၊ ကြက်မွှေးဓောင်းကျေးရွာ၊ ဖျာပုံ မြို့နယ်၊ ဧရာဝတီတိုင်းဒေသကြီး (1158, 1230, 1594, 1311)
list-item (15, 559, 535, 620)
entry-text: ဘဒ္ဒန္တသောဘာသ၊ မင်းကျောင်းပရိယတ္တိစာသင်တိုက်၊ မင်းစု ရပ်ကွက်၊ လွိုင်ကော်မြို့၊ ကယားပြည်နယ် (85, 562, 484, 615)
entry-text: ဘဒ္ဒန္တနန္ဒမာလာ၊ မဟာဗောဓိကျောင်းတိုက်၊ ပမွတီးရပ်ကွက်၊ မြစ်ကြီးနားမြို့၊ ကချင်ပြည်နယ် (85, 441, 514, 493)
list-item (15, 742, 535, 803)
list-item (551, 1737, 1072, 1798)
entry-number: ၇၆။ (1123, 1501, 1151, 1524)
